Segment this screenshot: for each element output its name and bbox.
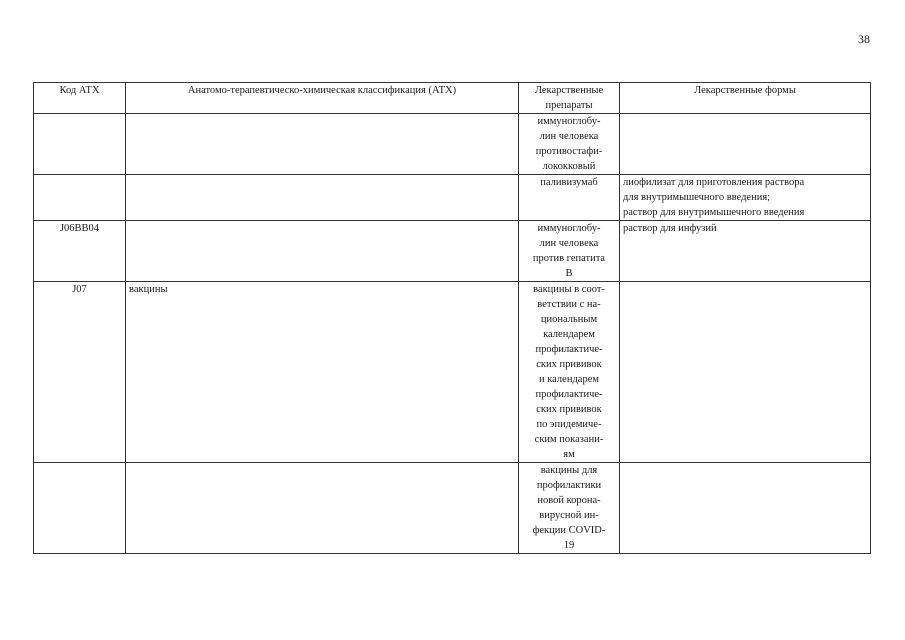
header-forms: Лекарственные формы: [620, 83, 871, 114]
row-code: [34, 114, 126, 175]
row-forms: лиофилизат для приготовления раствора для внутримышечного введения; раствор для внутримышечного введения: [620, 175, 871, 221]
row-drug: вакцины для профилактики новой корона- вирусной ин- фекции COVID- 19: [519, 463, 620, 554]
table-row: [34, 175, 871, 221]
row-forms: [620, 114, 871, 175]
page-number: 38: [858, 32, 870, 46]
table-header-row: [34, 83, 871, 114]
row-drug: вакцины в соот- ветствии с на- циональным календарем профилактиче- ских прививок и календарем профилактиче- ских прививок по эпидемиче- ским показани- ям: [519, 282, 620, 463]
row-code: J06BB04: [34, 221, 126, 282]
row-drug: иммуноглобу- лин человека противостафи- лококковый: [519, 114, 620, 175]
table-row: [34, 221, 871, 282]
header-drugs: Лекарственные препараты: [519, 83, 620, 114]
atx-table: [33, 82, 871, 554]
row-drug: иммуноглобу- лин человека против гепатита B: [519, 221, 620, 282]
row-forms: раствор для инфузий: [620, 221, 871, 282]
row-drug: паливизумаб: [519, 175, 620, 221]
row-code: [34, 463, 126, 554]
header-classification: Анатомо-терапевтическо-химическая классификация (АТХ): [126, 83, 519, 114]
row-forms: [620, 463, 871, 554]
row-classification: [126, 221, 519, 282]
row-classification: [126, 175, 519, 221]
row-code: [34, 175, 126, 221]
table-row: [34, 282, 871, 463]
row-forms: [620, 282, 871, 463]
row-code: J07: [34, 282, 126, 463]
table-row: [34, 114, 871, 175]
row-classification: [126, 463, 519, 554]
table-row: [34, 463, 871, 554]
row-classification: вакцины: [126, 282, 519, 463]
row-classification: [126, 114, 519, 175]
header-code: Код АТХ: [34, 83, 126, 114]
